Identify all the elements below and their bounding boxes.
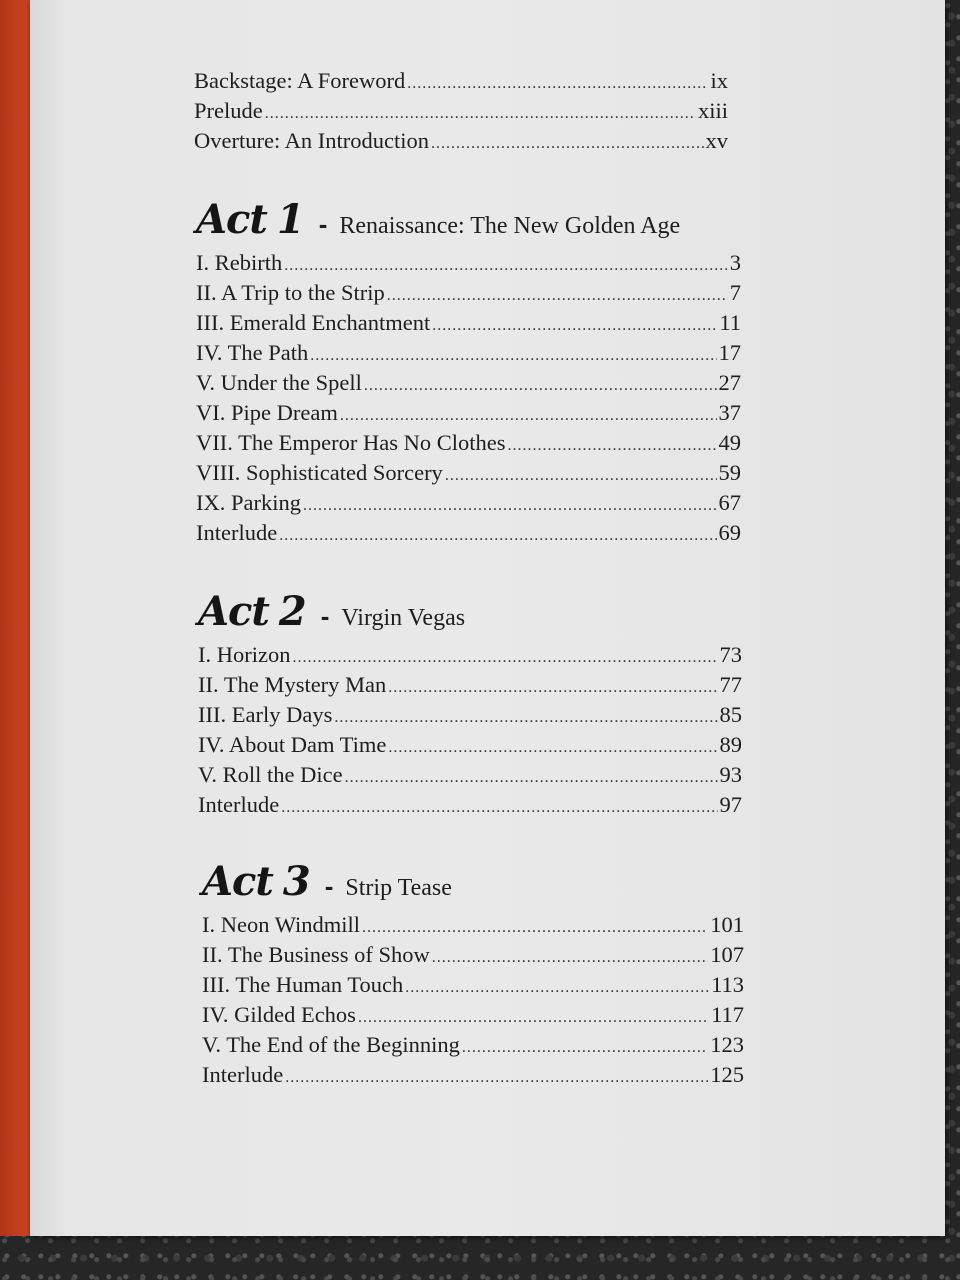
leader-dots xyxy=(281,793,717,823)
toc-entry-title: VIII. Sophisticated Sorcery xyxy=(196,460,443,485)
toc-entry-page: 77 xyxy=(719,672,742,697)
toc-entry-title: II. The Business of Show xyxy=(202,942,430,967)
leader-dots xyxy=(334,703,717,733)
toc-entry-page: 85 xyxy=(719,702,742,727)
toc-entry xyxy=(194,66,728,96)
toc-entry-title: Prelude xyxy=(194,98,263,123)
toc-entry xyxy=(196,518,741,548)
leader-dots xyxy=(292,643,717,673)
toc-entry-page: 107 xyxy=(710,942,744,967)
act-number: 3 xyxy=(282,858,311,905)
toc-entry-page: 123 xyxy=(710,1032,744,1057)
toc-entry-title: VII. The Emperor Has No Clothes xyxy=(196,430,506,455)
act-dash: - xyxy=(324,871,334,901)
toc-entry-title: IX. Parking xyxy=(196,490,301,515)
toc-entry-title: Overture: An Introduction xyxy=(194,128,429,153)
leader-dots xyxy=(462,1033,708,1063)
toc-entry-page: 125 xyxy=(710,1062,744,1087)
toc-entry xyxy=(202,1000,744,1030)
leader-dots xyxy=(303,491,717,521)
leader-dots xyxy=(285,1063,708,1093)
act-title: Renaissance: The New Golden Age xyxy=(339,213,681,239)
toc-entry xyxy=(202,970,744,1000)
toc-entry-title: IV. Gilded Echos xyxy=(202,1002,356,1027)
toc-entry-page: 97 xyxy=(719,792,742,817)
toc-entry-title: Interlude xyxy=(196,520,278,545)
act-title: Strip Tease xyxy=(345,875,452,901)
toc-entry xyxy=(202,1060,744,1090)
toc-entry-page: 3 xyxy=(729,250,741,275)
toc-entry-page: 27 xyxy=(718,370,741,395)
leader-dots xyxy=(340,401,717,431)
leader-dots xyxy=(284,251,728,281)
toc-entry-title: Interlude xyxy=(202,1062,284,1087)
leader-dots xyxy=(405,973,709,1003)
leader-dots xyxy=(345,763,718,793)
toc-entry xyxy=(202,910,744,940)
act-heading xyxy=(196,196,741,248)
toc-entry xyxy=(196,338,741,368)
toc-entry-title: Backstage: A Foreword xyxy=(194,68,406,93)
toc-entry-title: III. Emerald Enchantment xyxy=(196,310,431,335)
toc-entry-title: V. The End of the Beginning xyxy=(202,1032,460,1057)
toc-entry-title: IV. About Dam Time xyxy=(198,732,387,757)
toc-entry xyxy=(196,488,741,518)
toc-entry xyxy=(196,248,741,278)
act-dash: - xyxy=(320,601,330,631)
act-number: 2 xyxy=(278,588,307,635)
front-matter-list xyxy=(194,66,728,156)
toc-entry-title: III. The Human Touch xyxy=(202,972,404,997)
act-label: Act xyxy=(202,858,273,905)
toc-entry-title: VI. Pipe Dream xyxy=(196,400,338,425)
act-heading xyxy=(202,858,744,910)
act-dash: - xyxy=(318,209,328,239)
toc-entry xyxy=(198,730,742,760)
toc-entry-title: II. A Trip to the Strip xyxy=(196,280,385,305)
act-3-section xyxy=(202,858,744,1090)
toc-entry xyxy=(196,278,741,308)
toc-entry-page: xv xyxy=(705,128,728,153)
toc-entry-page: ix xyxy=(710,68,728,93)
toc-entry xyxy=(196,428,741,458)
act-label: Act xyxy=(198,588,269,635)
toc-entry-title: Interlude xyxy=(198,792,280,817)
toc-entry-page: 73 xyxy=(719,642,742,667)
toc-entry-page: 89 xyxy=(719,732,742,757)
act-2-section xyxy=(198,588,742,820)
toc-entry-page: 7 xyxy=(729,280,741,305)
leader-dots xyxy=(364,371,717,401)
toc-entry-title: I. Neon Windmill xyxy=(202,912,361,937)
toc-entry-page: 117 xyxy=(711,1002,744,1027)
leader-dots xyxy=(279,521,716,551)
act-title: Virgin Vegas xyxy=(341,605,466,631)
toc-entry xyxy=(194,96,728,126)
toc-entry-title: I. Horizon xyxy=(198,642,291,667)
toc-entry-title: II. The Mystery Man xyxy=(198,672,387,697)
toc-entry xyxy=(194,126,728,156)
toc-entry xyxy=(198,670,742,700)
toc-entry-page: 59 xyxy=(718,460,741,485)
leader-dots xyxy=(265,99,696,129)
leader-dots xyxy=(407,69,708,99)
act-number: 1 xyxy=(276,196,305,243)
toc-entry xyxy=(196,458,741,488)
toc-entry-page: xiii xyxy=(697,98,728,123)
act-heading xyxy=(198,588,742,640)
leader-dots xyxy=(388,733,717,763)
act-label: Act xyxy=(196,196,267,243)
toc-entry-page: 37 xyxy=(718,400,741,425)
toc-entry xyxy=(202,940,744,970)
leader-dots xyxy=(358,1003,709,1033)
toc-entry xyxy=(196,368,741,398)
book-page xyxy=(30,0,945,1236)
leader-dots xyxy=(362,913,708,943)
leader-dots xyxy=(432,311,717,341)
leader-dots xyxy=(431,129,704,159)
toc-entry xyxy=(196,398,741,428)
toc-entry-page: 67 xyxy=(718,490,741,515)
leader-dots xyxy=(432,943,709,973)
toc-entry-page: 101 xyxy=(710,912,744,937)
toc-entry xyxy=(196,308,741,338)
toc-entry-page: 69 xyxy=(718,520,741,545)
toc-entry xyxy=(198,790,742,820)
toc-entry-page: 17 xyxy=(718,340,741,365)
toc-entry-page: 113 xyxy=(711,972,744,997)
toc-entry-page: 49 xyxy=(718,430,741,455)
leader-dots xyxy=(508,431,717,461)
toc-entry-page: 93 xyxy=(719,762,742,787)
leader-dots xyxy=(388,673,717,703)
toc-entry xyxy=(198,760,742,790)
leader-dots xyxy=(310,341,716,371)
toc-entry xyxy=(198,640,742,670)
leader-dots xyxy=(445,461,717,491)
toc-entry-title: I. Rebirth xyxy=(196,250,283,275)
toc-entry xyxy=(202,1030,744,1060)
toc-entry-title: IV. The Path xyxy=(196,340,309,365)
act-1-section xyxy=(196,196,741,548)
leader-dots xyxy=(387,281,728,311)
toc-entry-title: III. Early Days xyxy=(198,702,333,727)
toc-entry-title: V. Under the Spell xyxy=(196,370,362,395)
toc-entry xyxy=(198,700,742,730)
toc-entry-page: 11 xyxy=(719,310,741,335)
toc-entry-title: V. Roll the Dice xyxy=(198,762,343,787)
